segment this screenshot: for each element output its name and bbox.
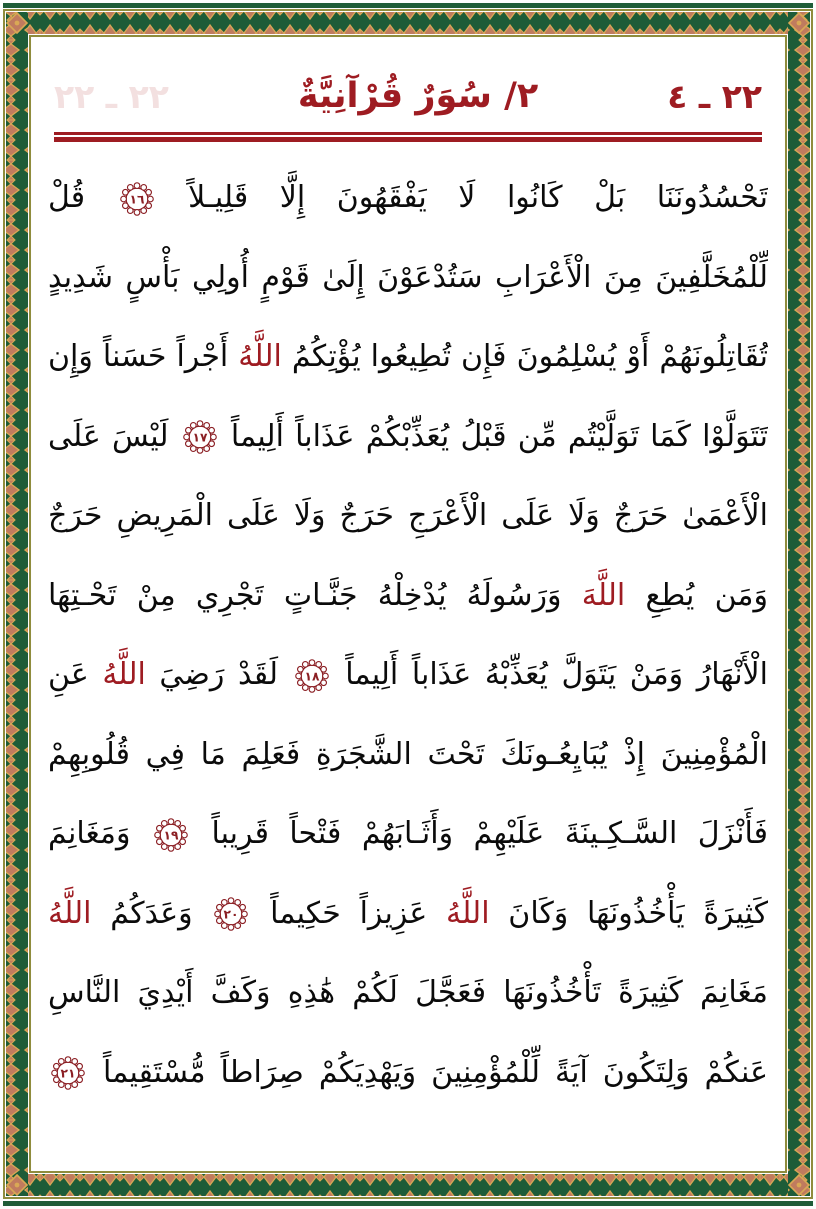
allah-word: اللَّهُ	[102, 657, 146, 692]
verse-marker-rosette-icon	[183, 420, 217, 454]
quran-text-segment: وَرَسُولَهُ يُدْخِلْهُ جَنَّـاتٍ تَجْرِي مِنْ تَحْـتِهَا	[48, 577, 582, 613]
allah-word: اللَّهُ	[48, 895, 92, 931]
verse-marker	[154, 818, 188, 852]
quran-line	[48, 874, 768, 954]
quran-text-segment: مَغَانِمَ كَثِيرَةً تَأْخُذُونَهَا فَعَجَّلَ لَكُمْ هَٰذِهِ وَكَفَّ أَيْدِيَ النَّاسِ	[48, 975, 768, 1010]
page-title: ٢/ سُوَرٌ قُرْآنِيَّةٌ	[297, 76, 539, 116]
quran-text-segment: عَزِيزاً حَكِيماً	[251, 895, 447, 931]
verse-marker	[295, 659, 329, 693]
svg-text:١٧: ١٧	[192, 430, 208, 445]
svg-text:١٩: ١٩	[163, 828, 179, 843]
quran-text-segment: كَثِيرَةً يَأْخُذُونَهَا وَكَانَ	[489, 895, 768, 931]
quran-line	[48, 397, 768, 477]
quran-text-segment: عَنكُمْ وَلِتَكُونَ آيَةً لِّلْمُؤْمِنِينَ وَيَهْدِيَكُمْ صِرَاطاً مُّسْتَقِيماً	[88, 1054, 768, 1090]
quran-line	[48, 317, 768, 397]
verse-marker	[51, 1056, 85, 1090]
quran-text-segment: تَتَوَلَّوْا كَمَا تَوَلَّيْتُم مِّن قَبْلُ يُعَذِّبْكُمْ عَذَاباً أَلِيماً	[219, 418, 768, 454]
allah-word: اللَّهُ	[446, 895, 490, 931]
quran-line	[48, 476, 768, 556]
verse-marker-rosette-icon	[214, 897, 248, 931]
quran-text-segment: وَمَغَانِمَ	[48, 816, 151, 851]
quran-text-segment: أَجْراً حَسَناً وَإِن	[48, 339, 239, 374]
quran-text-segment: الْأَنْهَارُ وَمَنْ يَتَوَلَّ يُعَذِّبْهُ عَذَاباً أَلِيماً	[331, 657, 768, 692]
svg-text:٢٠: ٢٠	[223, 907, 239, 922]
quran-text-segment: لِّلْمُخَلَّفِينَ مِنَ الْأَعْرَابِ سَتُدْعَوْنَ إِلَىٰ قَوْمٍ أُولِي بَأْسٍ شَدِيدٍ	[48, 259, 768, 295]
verse-marker	[183, 420, 217, 454]
verse-marker-rosette-icon	[51, 1056, 85, 1090]
verse-marker	[120, 182, 154, 216]
quran-line	[48, 238, 768, 318]
verse-marker-rosette-icon	[120, 182, 154, 216]
quran-line	[48, 794, 768, 874]
page-content	[32, 38, 784, 1171]
quran-text-segment: عَنِ	[48, 657, 103, 692]
quran-text-segment: لَقَدْ رَضِيَ	[145, 657, 292, 692]
page-number-right: ٢٢ ـ ٤	[667, 77, 762, 116]
quran-text-segment: قُلْ	[48, 180, 117, 215]
quran-line	[48, 1033, 768, 1113]
header-divider	[54, 132, 762, 142]
quran-text-segment: فَأَنْزَلَ السَّـكِـينَةَ عَلَيْهِمْ وَأَثَـابَهُمْ فَتْحاً قَرِيباً	[190, 816, 768, 851]
quran-line	[48, 953, 768, 1033]
verse-marker-rosette-icon	[154, 818, 188, 852]
divider-line-thin	[54, 132, 762, 135]
quran-line	[48, 556, 768, 636]
svg-text:٢١: ٢١	[60, 1066, 76, 1081]
quran-text-segment: وَعَدَكُمُ	[91, 895, 212, 931]
svg-text:١٦: ١٦	[129, 192, 145, 207]
quran-text-segment: تَحْسُدُونَنَا بَلْ كَانُوا لَا يَفْقَهُونَ إِلَّا قَلِيـلاً	[156, 180, 768, 215]
page-header	[54, 76, 762, 116]
divider-line-thick	[54, 137, 762, 142]
allah-word: اللَّهَ	[581, 577, 626, 613]
quran-text-segment: الْأَعْمَىٰ حَرَجٌ وَلَا عَلَى الْأَعْرَجِ حَرَجٌ وَلَا عَلَى الْمَرِيضِ حَرَجٌ	[48, 498, 768, 533]
quran-text-segment: تُقَاتِلُونَهُمْ أَوْ يُسْلِمُونَ فَإِن تُطِيعُوا يُؤْتِكُمُ	[281, 339, 768, 374]
quran-line	[48, 635, 768, 715]
verse-marker	[214, 897, 248, 931]
quran-line	[48, 715, 768, 795]
quran-text-segment: الْمُؤْمِنِينَ إِذْ يُبَايِعُـونَكَ تَحْتَ الشَّجَرَةِ فَعَلِمَ مَا فِي قُلُوبِهِمْ	[48, 736, 768, 772]
verse-marker-rosette-icon	[295, 659, 329, 693]
svg-text:١٨: ١٨	[304, 669, 320, 684]
quran-lines	[48, 158, 768, 1112]
quran-text-segment: لَيْسَ عَلَى	[48, 418, 180, 454]
page-number-left-faint: ٢٢ ـ ٢٢	[54, 77, 169, 116]
allah-word: اللَّهُ	[238, 339, 282, 374]
quran-line	[48, 158, 768, 238]
quran-text-segment: وَمَن يُطِعِ	[625, 577, 768, 613]
